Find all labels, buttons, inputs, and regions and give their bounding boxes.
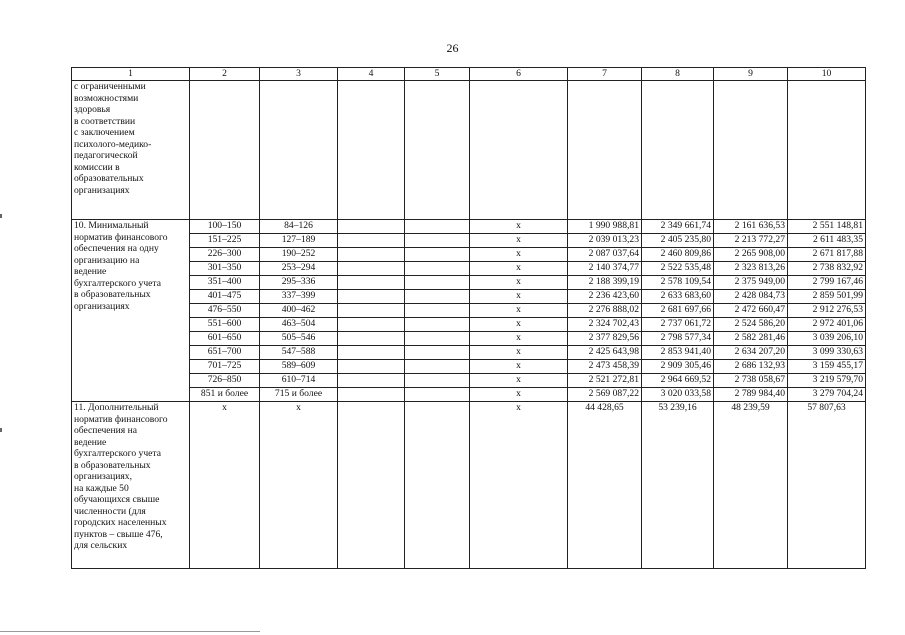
table-row — [72, 220, 866, 234]
empty-cell — [405, 234, 470, 248]
table-row — [72, 332, 866, 346]
table-row — [72, 262, 866, 276]
value-cell: 2 912 276,53 — [788, 304, 866, 318]
empty-cell — [338, 374, 405, 388]
value-cell: 48 239,59 — [714, 402, 788, 569]
value-cell: 2 799 167,46 — [788, 276, 866, 290]
description-line: с ограниченными — [74, 81, 146, 92]
description-line: педагогической — [74, 150, 138, 161]
empty-cell — [405, 304, 470, 318]
empty-cell — [405, 360, 470, 374]
empty-cell — [338, 388, 405, 402]
empty-cell — [338, 248, 405, 262]
empty-cell — [405, 332, 470, 346]
value-cell: 2 349 661,74 — [642, 220, 714, 234]
value-cell: x — [470, 248, 568, 262]
value-cell: 2 551 148,81 — [788, 220, 866, 234]
value-cell: 100–150 — [190, 220, 260, 234]
empty-cell — [405, 290, 470, 304]
value-cell: 589–609 — [260, 360, 338, 374]
description-line: численности (для — [74, 505, 146, 517]
description-line: норматив финансового — [74, 231, 168, 243]
value-cell: 505–546 — [260, 332, 338, 346]
empty-cell — [338, 290, 405, 304]
header-cell: 7 — [568, 68, 642, 81]
value-cell: 3 219 579,70 — [788, 374, 866, 388]
value-cell: 2 213 772,27 — [714, 234, 788, 248]
value-cell: 547–588 — [260, 346, 338, 360]
value-cell: 2 324 702,43 — [568, 318, 642, 332]
description-line: в соответствии — [74, 115, 136, 127]
value-cell: 2 578 109,54 — [642, 276, 714, 290]
empty-cell — [788, 81, 866, 220]
value-cell: 2 681 697,66 — [642, 304, 714, 318]
value-cell: 400–462 — [260, 304, 338, 318]
empty-cell — [405, 402, 470, 569]
header-cell: 4 — [338, 68, 405, 81]
value-cell: 601–650 — [190, 332, 260, 346]
value-cell: 2 377 829,56 — [568, 332, 642, 346]
description-line: обеспечения на — [74, 425, 138, 436]
value-cell: x — [470, 402, 568, 569]
empty-cell — [470, 81, 568, 220]
value-cell: x — [470, 276, 568, 290]
value-cell: 2 611 483,35 — [788, 234, 866, 248]
value-cell: 726–850 — [190, 374, 260, 388]
empty-cell — [338, 220, 405, 234]
value-cell: 2 738 832,92 — [788, 262, 866, 276]
value-cell: 651–700 — [190, 346, 260, 360]
header-cell: 8 — [642, 68, 714, 81]
description-line: в образовательных — [74, 459, 151, 471]
value-cell: 851 и более — [190, 388, 260, 402]
description-line: организацию на — [74, 254, 140, 266]
value-cell: 551–600 — [190, 318, 260, 332]
value-cell: 151–225 — [190, 234, 260, 248]
empty-cell — [338, 234, 405, 248]
description-cell — [72, 220, 190, 402]
empty-cell — [405, 374, 470, 388]
value-cell: 2 737 061,72 — [642, 318, 714, 332]
value-cell: 84–126 — [260, 220, 338, 234]
value-cell: x — [470, 374, 568, 388]
value-cell: 2 671 817,88 — [788, 248, 866, 262]
empty-cell — [338, 262, 405, 276]
header-cell: 1 — [72, 68, 190, 81]
value-cell: 2 460 809,86 — [642, 248, 714, 262]
value-cell: x — [470, 290, 568, 304]
page-number: 26 — [446, 41, 459, 55]
empty-cell — [405, 388, 470, 402]
description-line: организациях — [74, 184, 130, 196]
header-cell: 3 — [260, 68, 338, 81]
value-cell: 295–336 — [260, 276, 338, 290]
value-cell: x — [470, 318, 568, 332]
value-cell: 2 323 813,26 — [714, 262, 788, 276]
header-cell: 2 — [190, 68, 260, 81]
table-row — [72, 234, 866, 248]
value-cell: 2 524 586,20 — [714, 318, 788, 332]
description-line: образовательных — [74, 173, 144, 184]
empty-cell — [405, 248, 470, 262]
value-cell: 3 159 455,17 — [788, 360, 866, 374]
value-cell: 3 099 330,63 — [788, 346, 866, 360]
empty-cell — [405, 81, 470, 220]
value-cell: 2 472 660,47 — [714, 304, 788, 318]
empty-cell — [338, 318, 405, 332]
empty-cell — [405, 318, 470, 332]
value-cell: 2 853 941,40 — [642, 346, 714, 360]
description-line: на каждые 50 — [74, 482, 129, 494]
description-line: организациях, — [74, 471, 132, 482]
value-cell: 2 375 949,00 — [714, 276, 788, 290]
empty-cell — [338, 402, 405, 569]
value-cell: 2 521 272,81 — [568, 374, 642, 388]
norms-table — [71, 67, 866, 569]
value-cell: 2 964 669,52 — [642, 374, 714, 388]
empty-cell — [190, 81, 260, 220]
value-cell: 2 738 058,67 — [714, 374, 788, 388]
value-cell: x — [470, 332, 568, 346]
value-cell: 253–294 — [260, 262, 338, 276]
description-line: ведение — [74, 436, 107, 448]
empty-cell — [338, 346, 405, 360]
header-cell: 10 — [788, 68, 866, 81]
value-cell: 2 633 683,60 — [642, 290, 714, 304]
description-line: бухгалтерского учета — [74, 277, 161, 289]
empty-cell — [568, 81, 642, 220]
header-cell: 6 — [470, 68, 568, 81]
value-cell: 190–252 — [260, 248, 338, 262]
table-row — [72, 402, 866, 569]
header-cell: 9 — [714, 68, 788, 81]
value-cell: x — [470, 304, 568, 318]
value-cell: 1 990 988,81 — [568, 220, 642, 234]
table-row — [72, 346, 866, 360]
value-cell: 2 188 399,19 — [568, 276, 642, 290]
value-cell: 2 276 888,02 — [568, 304, 642, 318]
value-cell: 2 236 423,60 — [568, 290, 642, 304]
value-cell: 2 265 908,00 — [714, 248, 788, 262]
value-cell: x — [470, 388, 568, 402]
value-cell: 2 087 037,64 — [568, 248, 642, 262]
description-line: с заключением — [74, 127, 135, 138]
value-cell: 2 789 984,40 — [714, 388, 788, 402]
description-cell — [72, 402, 190, 569]
value-cell: 610–714 — [260, 374, 338, 388]
value-cell: x — [470, 220, 568, 234]
description-line: бухгалтерского учета — [74, 448, 161, 459]
value-cell: x — [470, 360, 568, 374]
value-cell: 2 425 643,98 — [568, 346, 642, 360]
value-cell: 476–550 — [190, 304, 260, 318]
value-cell: 3 279 704,24 — [788, 388, 866, 402]
value-cell: 2 473 458,39 — [568, 360, 642, 374]
empty-cell — [338, 332, 405, 346]
value-cell: 2 634 207,20 — [714, 346, 788, 360]
description-cell — [72, 81, 190, 220]
table-row — [72, 374, 866, 388]
value-cell: 2 522 535,48 — [642, 262, 714, 276]
empty-cell — [642, 81, 714, 220]
scan-edge-mark — [0, 214, 2, 218]
table-row — [72, 318, 866, 332]
empty-cell — [405, 262, 470, 276]
table-row — [72, 304, 866, 318]
value-cell: 2 582 281,46 — [714, 332, 788, 346]
value-cell: 701–725 — [190, 360, 260, 374]
value-cell: 2 686 132,93 — [714, 360, 788, 374]
value-cell: 2 428 084,73 — [714, 290, 788, 304]
value-cell: 2 972 401,06 — [788, 318, 866, 332]
empty-cell — [405, 346, 470, 360]
value-cell: 2 161 636,53 — [714, 220, 788, 234]
description-line: психолого-медико- — [74, 138, 152, 150]
description-line: 11. Дополнительный — [74, 402, 159, 413]
description-line: обеспечения на одну — [74, 243, 159, 254]
table-row — [72, 360, 866, 374]
description-line: для сельских — [74, 540, 128, 551]
value-cell: 463–504 — [260, 318, 338, 332]
empty-cell — [338, 360, 405, 374]
description-line: комиссии в — [74, 161, 120, 173]
description-line: 10. Минимальный — [74, 220, 149, 231]
description-line: возможностями — [74, 92, 139, 104]
value-cell: x — [260, 402, 338, 569]
value-cell: x — [470, 346, 568, 360]
value-cell: x — [470, 262, 568, 276]
header-cell: 5 — [405, 68, 470, 81]
value-cell: x — [190, 402, 260, 569]
empty-cell — [338, 304, 405, 318]
value-cell: 3 039 206,10 — [788, 332, 866, 346]
value-cell: 715 и более — [260, 388, 338, 402]
value-cell: x — [470, 234, 568, 248]
value-cell: 337–399 — [260, 290, 338, 304]
value-cell: 2 909 305,46 — [642, 360, 714, 374]
scan-artifact — [0, 631, 260, 632]
value-cell: 351–400 — [190, 276, 260, 290]
value-cell: 2 039 013,23 — [568, 234, 642, 248]
description-line: здоровья — [74, 104, 111, 115]
value-cell: 3 020 033,58 — [642, 388, 714, 402]
empty-cell — [338, 81, 405, 220]
value-cell: 401–475 — [190, 290, 260, 304]
description-line: ведение — [74, 266, 107, 277]
table-row — [72, 290, 866, 304]
value-cell: 226–300 — [190, 248, 260, 262]
empty-cell — [714, 81, 788, 220]
value-cell: 2 798 577,34 — [642, 332, 714, 346]
scan-edge-mark — [0, 428, 2, 432]
value-cell: 53 239,16 — [642, 402, 714, 569]
value-cell: 44 428,65 — [568, 402, 642, 569]
value-cell: 2 859 501,99 — [788, 290, 866, 304]
value-cell: 301–350 — [190, 262, 260, 276]
empty-cell — [260, 81, 338, 220]
table-row — [72, 276, 866, 290]
value-cell: 127–189 — [260, 234, 338, 248]
table-row — [72, 388, 866, 402]
description-line: обучающихся свыше — [74, 494, 160, 505]
description-line: организациях — [74, 300, 130, 312]
value-cell: 2 405 235,80 — [642, 234, 714, 248]
header-row — [72, 68, 866, 81]
description-line: в образовательных — [74, 289, 151, 300]
value-cell: 57 807,63 — [788, 402, 866, 569]
table-row — [72, 248, 866, 262]
description-line: пунктов – свыше 476, — [74, 528, 163, 540]
empty-cell — [405, 276, 470, 290]
continuation-row — [72, 81, 866, 220]
value-cell: 2 140 374,77 — [568, 262, 642, 276]
description-line: городских населенных — [74, 517, 167, 528]
description-line: норматив финансового — [74, 413, 168, 425]
value-cell: 2 569 087,22 — [568, 388, 642, 402]
empty-cell — [405, 220, 470, 234]
empty-cell — [338, 276, 405, 290]
